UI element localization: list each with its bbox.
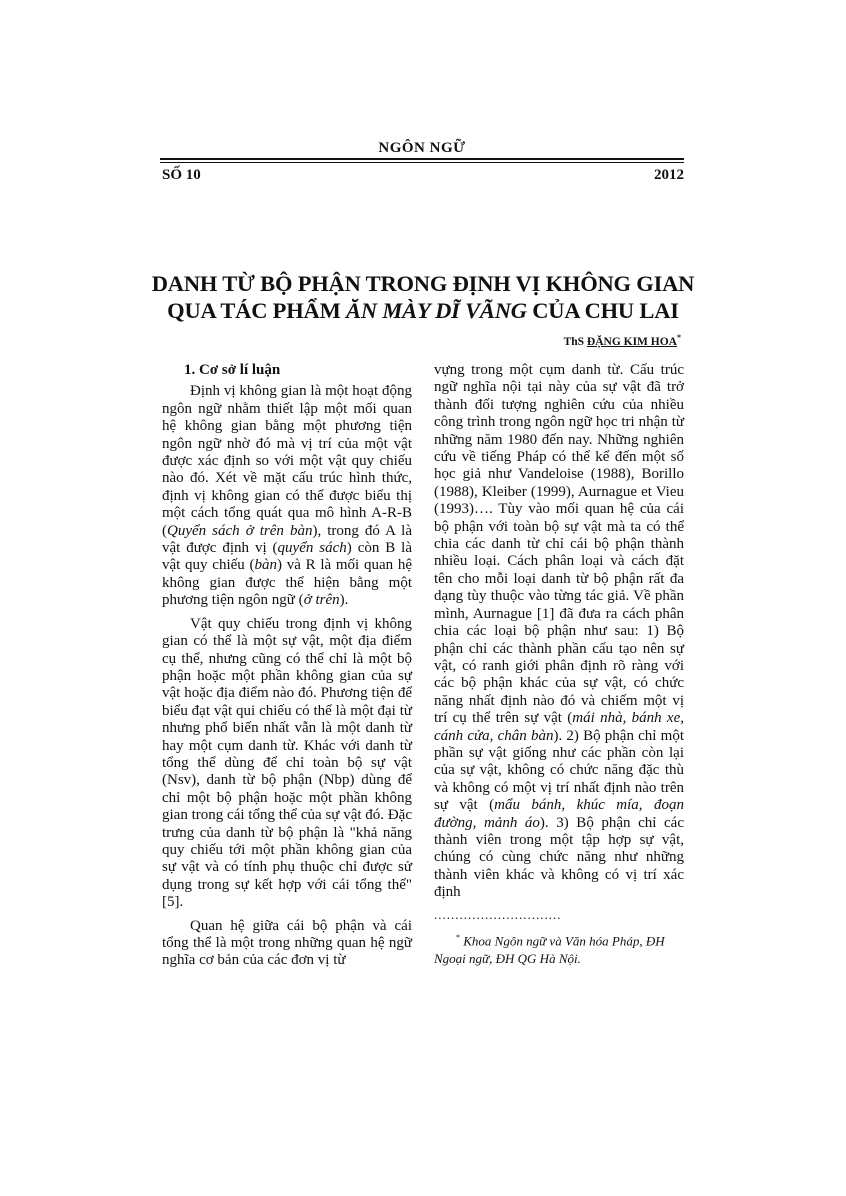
author-degree: ThS: [563, 335, 587, 348]
footnote-mark: *: [456, 933, 460, 942]
title-line-1: DANH TỪ BỘ PHẬN TRONG ĐỊNH VỊ KHÔNG GIAN: [151, 271, 695, 296]
p1-example: Quyển sách ở trên bàn: [167, 522, 313, 539]
title-line-2-post: CỦA CHU LAI: [526, 298, 679, 323]
footnote: [434, 929, 684, 968]
p4-examples-1: mái nhà, bánh xe, cánh cửa, chân bàn: [434, 710, 684, 744]
p4-examples-2: mẩu bánh, khúc mía, đoạn đường, mảnh áo: [434, 797, 684, 831]
p4-text-b: ). 2) Bộ phận chỉ một phần sự vật giống như các phần còn lại của sự vật, không có chức năng đặc thù và không có một vị trí nhất định nào trên sự vật (: [434, 727, 684, 814]
author-name: ĐẶNG KIM HOA: [586, 335, 677, 348]
article-title: [140, 270, 706, 324]
p1-term-a: quyển sách: [277, 540, 347, 557]
paragraph-4: [434, 362, 684, 902]
p1-text-c: ) còn B là vật quy chiếu (: [162, 540, 413, 574]
header-rule-thick: [160, 158, 684, 160]
title-line-2-pre: QUA TÁC PHẨM: [167, 298, 347, 323]
publication-year: 2012: [654, 167, 684, 183]
footnote-text: Khoa Ngôn ngữ và Văn hóa Pháp, ĐH Ngoại ngữ, ĐH QG Hà Nội.: [434, 933, 665, 967]
author-footnote-mark: *: [677, 333, 681, 342]
p1-text-d: ) và R là mối quan hệ không gian được thể hiện bằng một phương tiện ngôn ngữ (: [162, 557, 412, 609]
right-column: [434, 362, 684, 968]
continuation-dots: ..............................: [434, 906, 562, 922]
paragraph-2: Vật quy chiếu trong định vị không gian có thể là một sự vật, một địa điểm cụ thể, nhưng cũng có thể chỉ là một bộ phận hoặc một phần không gian của sự vật hoặc địa điểm nào đó. Phương tiện để biểu đạt vật qui chiếu có thể là một đại từ nhưng phổ biến nhất vẫn là một danh từ hay một cụm danh từ. Khác với danh từ tổng thể dùng để chỉ toàn bộ sự vật (Nsv), danh từ bộ phận (Nbp) dùng để chỉ một bộ phận hoặc một phần không gian trong cái tổng thể của sự vật đó. Đặc trưng của danh từ bộ phận là "khả năng quy chiếu tới một phần không gian của sự vật và có tính phụ thuộc chỉ được sử dụng trong sự kết hợp với cái tổng thể" [5].: [162, 615, 412, 911]
author-line: [564, 333, 681, 348]
p4-text-c: ). 3) Bộ phận chỉ các thành viên trong một tập hợp sự vật, chúng có cùng chức năng như những thành viên khác và không có vị trí xác định: [434, 814, 684, 901]
paragraph-1: [162, 383, 412, 609]
p1-text-e: ).: [339, 592, 349, 609]
journal-name: NGÔN NGỮ: [378, 140, 466, 156]
paragraph-3: Quan hệ giữa cái bộ phận và cái tổng thể là một trong những quan hệ ngữ nghĩa cơ bản của các đơn vị từ: [162, 917, 412, 969]
title-work-name: ĂN MÀY DĨ VÃNG: [346, 298, 527, 323]
title-line-2: [140, 297, 706, 324]
left-column: [162, 362, 412, 970]
p1-text-b: ), trong đó A là vật được định vị (: [162, 522, 412, 557]
issue-number: SỐ 10: [162, 167, 201, 183]
header-rule-thin: [160, 162, 684, 163]
p4-text-a: vựng trong một cụm danh từ. Cấu trúc ngữ nghĩa nội tại này của sự vật đã trở thành đối tượng nghiên cứu của nhiều công trình trong ngôn ngữ học tri nhận từ những năm 1980 đến nay. Những nghiên cứu về tiếng Pháp có thể kể đến một số học giả như Vandeloise (1988), Borillo (1988), Kleiber (1999), Aurnague et Vieu (1993)…. Tùy vào mối quan hệ của cái bộ phận với toàn bộ sự vật mà ta có thể chia các danh từ chỉ cái bộ phận thành nhiều loại. Cách phân loại và cách đặt tên cho mỗi loại danh từ bộ phận rất đa dạng tùy thuộc vào từng tác giả. Về phần mình, Aurnague [1] đã đưa ra cách phân chia các loại bộ phận như sau: 1) Bộ phận chỉ các thành phần cấu tạo nên sự vật, có ranh giới phân định rõ ràng với các bộ phận khác của sự vật, có chức năng nhất định nào đó và chiếm một vị trí cụ thể trên sự vật (: [434, 362, 684, 727]
p1-term-r: ở trên: [303, 592, 340, 609]
p1-text-a: Định vị không gian là một hoạt động ngôn ngữ nhằm thiết lập một mối quan hệ không gian bằng một phương tiện ngôn ngữ nhờ đó mà vị trí của một vật được xác định so với một vật quy chiếu nào đó. Xét về mặt cấu trúc hình thức, định vị không gian có thể được biểu thị một cách tổng quát qua mô hình A-R-B (: [162, 383, 412, 539]
section-heading: 1. Cơ sở lí luận: [184, 362, 281, 378]
p1-term-b: bàn: [254, 557, 277, 574]
